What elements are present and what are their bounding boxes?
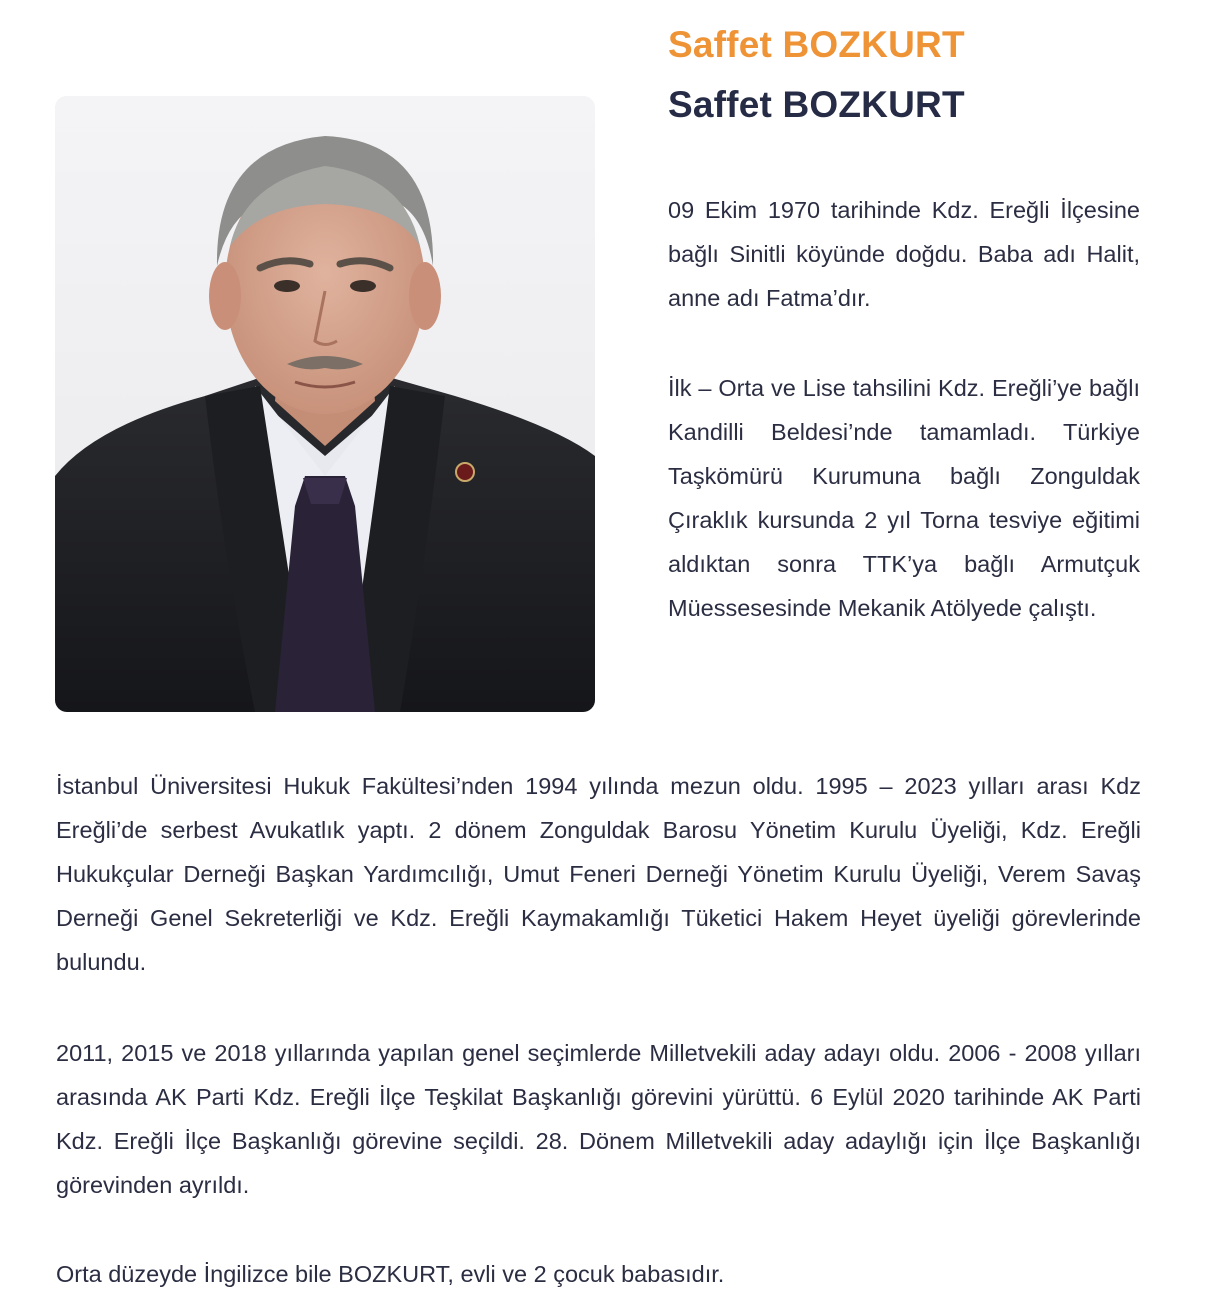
- bio-paragraph-education: İlk – Orta ve Lise tahsilini Kdz. Ereğli’ye bağlı Kandilli Beldesi’nde tamamladı. Türkiye Taşkömürü Kurumuna bağlı Zonguldak Çıraklık kursunda 2 yıl Torna tesviye eğitimi aldıktan sonra TTK’ya bağlı Armutçuk Müessesesinde Mekanik Atölyede çalıştı.: [668, 375, 1140, 621]
- person-portrait-icon: [55, 96, 595, 712]
- page-title-accent: Saffet BOZKURT: [668, 24, 965, 65]
- portrait-photo: [55, 96, 595, 712]
- bio-paragraph-personal: Orta düzeyde İngilizce bile BOZKURT, evli ve 2 çocuk babasıdır.: [56, 1261, 725, 1287]
- bio-paragraph-politics: 2011, 2015 ve 2018 yıllarında yapılan genel seçimlerde Milletvekili aday adayı oldu. 2006 - 2008 yılları arasında AK Parti Kdz. Ereğli İlçe Teşkilat Başkanlığı görevini yürüttü. 6 Eylül 2020 tarihinde AK Parti Kdz. Ereğli İlçe Başkanlığı görevine seçildi. 28. Dönem Milletvekili aday adaylığı için İlçe Başkanlığı görevinden ayrıldı.: [56, 1040, 1141, 1198]
- bio-paragraph-career: İstanbul Üniversitesi Hukuk Fakültesi’nden 1994 yılında mezun oldu. 1995 – 2023 yılları arası Kdz Ereğli’de serbest Avukatlık yaptı. 2 dönem Zonguldak Barosu Yönetim Kurulu Üyeliği, Kdz. Ereğli Hukukçular Derneği Başkan Yardımcılığı, Umut Feneri Derneği Yönetim Kurulu Üyeliği, Verem Savaş Derneği Genel Sekreterliği ve Kdz. Ereğli Kaymakamlığı Tüketici Hakem Heyet üyeliği görevlerinde bulundu.: [56, 773, 1141, 975]
- bio-paragraph-birth: 09 Ekim 1970 tarihinde Kdz. Ereğli İlçesine bağlı Sinitli köyünde doğdu. Baba adı Halit, anne adı Fatma’dır.: [668, 197, 1140, 311]
- page-title: Saffet BOZKURT: [668, 84, 965, 125]
